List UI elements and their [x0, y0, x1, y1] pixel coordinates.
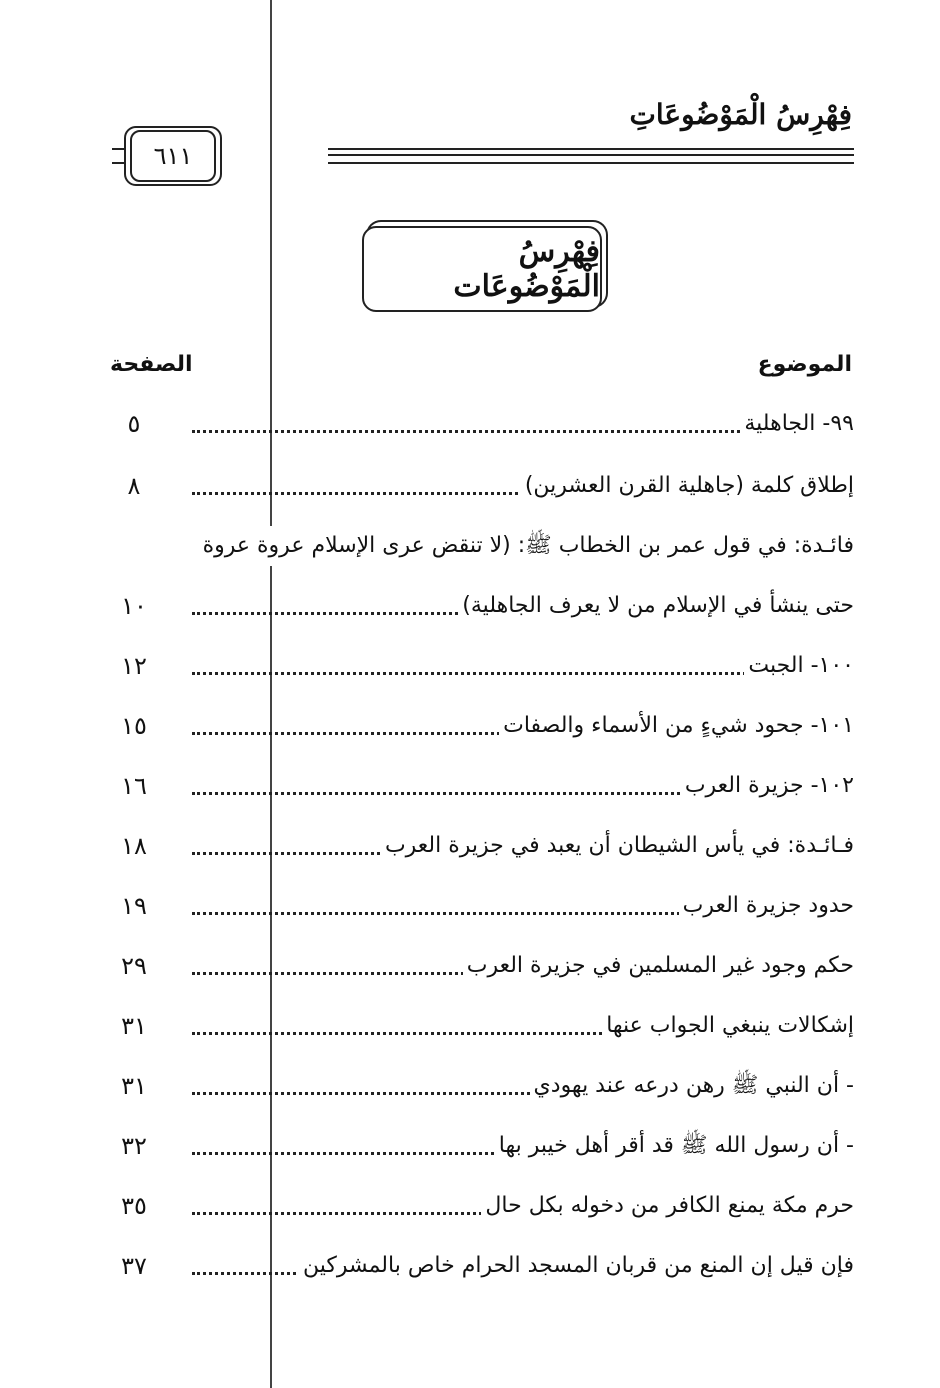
running-header-title: فِهْرِسُ الْمَوْضُوعَاتِ	[629, 98, 852, 131]
toc-entry	[100, 404, 854, 444]
toc-entry-title: فائـدة: في قول عمر بن الخطاب ﷺ: (لا تنقض عرى الإسلام عروة عروة	[199, 526, 854, 566]
toc-entry	[100, 1186, 854, 1226]
toc-entry	[100, 1066, 854, 1106]
column-header-page: الصفحة	[110, 352, 193, 377]
toc-entry-title: - أن رسول الله ﷺ قد أقر أهل خيبر بها	[495, 1126, 854, 1166]
toc-entry-title: ١٠٢- جزيرة العرب	[681, 766, 854, 806]
toc-entry	[100, 826, 854, 866]
page-heading: فِهْرِسُ الْمَوْضُوعَات	[453, 234, 600, 304]
header-rule-right	[328, 148, 854, 164]
toc-entry-page: ٣١	[121, 1072, 147, 1100]
toc-entry-page: ١٥	[121, 712, 147, 740]
toc-entry-page: ١٨	[121, 832, 147, 860]
toc-entry-page: ٥	[127, 410, 141, 438]
toc-entry-page: ١٦	[121, 772, 147, 800]
toc-entry-page: ٢٩	[121, 952, 147, 980]
toc-entry	[100, 586, 854, 626]
toc-entry	[100, 526, 854, 566]
toc-entry	[100, 706, 854, 746]
toc-entry-page: ٣١	[121, 1012, 147, 1040]
toc-entry-page: ١٠	[121, 592, 147, 620]
toc-entry-page: ١٩	[121, 892, 147, 920]
toc-entry-page: ٨	[127, 472, 141, 500]
toc-entry-title: إطلاق كلمة (جاهلية القرن العشرين)	[521, 466, 854, 506]
toc-entry-title: حتى ينشأ في الإسلام من لا يعرف الجاهلية)	[458, 586, 854, 626]
toc-entry	[100, 1126, 854, 1166]
toc-entry-page: ٣٥	[121, 1192, 147, 1220]
toc-entry-title: ٩٩- الجاهلية	[740, 404, 854, 444]
page-number: ٦١١	[130, 130, 216, 182]
heading-frame	[362, 226, 602, 312]
toc-entry-title: حكم وجود غير المسلمين في جزيرة العرب	[463, 946, 854, 986]
toc-entry	[100, 1246, 854, 1286]
toc-entry-title: - أن النبي ﷺ رهن درعه عند يهودي	[530, 1066, 854, 1106]
toc-entry-title: ١٠٠- الجبت	[744, 646, 854, 686]
toc-entry-title: فـائـدة: في يأس الشيطان أن يعبد في جزيرة العرب	[381, 826, 854, 866]
toc-entry	[100, 766, 854, 806]
toc-entry-page: ٣٧	[121, 1252, 147, 1280]
toc-entry	[100, 946, 854, 986]
toc-entry-page: ١٢	[121, 652, 147, 680]
column-header-topic: الموضوع	[757, 352, 852, 377]
toc-entry-page: ٣٢	[121, 1132, 147, 1160]
toc-entry-title: حدود جزيرة العرب	[679, 886, 854, 926]
toc-entry-title: حرم مكة يمنع الكافر من دخوله بكل حال	[481, 1186, 854, 1226]
toc-entry-title: ١٠١- جحود شيءٍ من الأسماء والصفات	[499, 706, 854, 746]
toc-entry	[100, 1006, 854, 1046]
toc-entry	[100, 886, 854, 926]
toc-entry	[100, 646, 854, 686]
header-rule	[112, 142, 854, 166]
scan-fold-line	[270, 0, 272, 1388]
toc-entry-title: إشكالات ينبغي الجواب عنها	[602, 1006, 854, 1046]
toc-entry	[100, 466, 854, 506]
toc-entry-title: فإن قيل إن المنع من قربان المسجد الحرام خاص بالمشركين	[299, 1246, 854, 1286]
